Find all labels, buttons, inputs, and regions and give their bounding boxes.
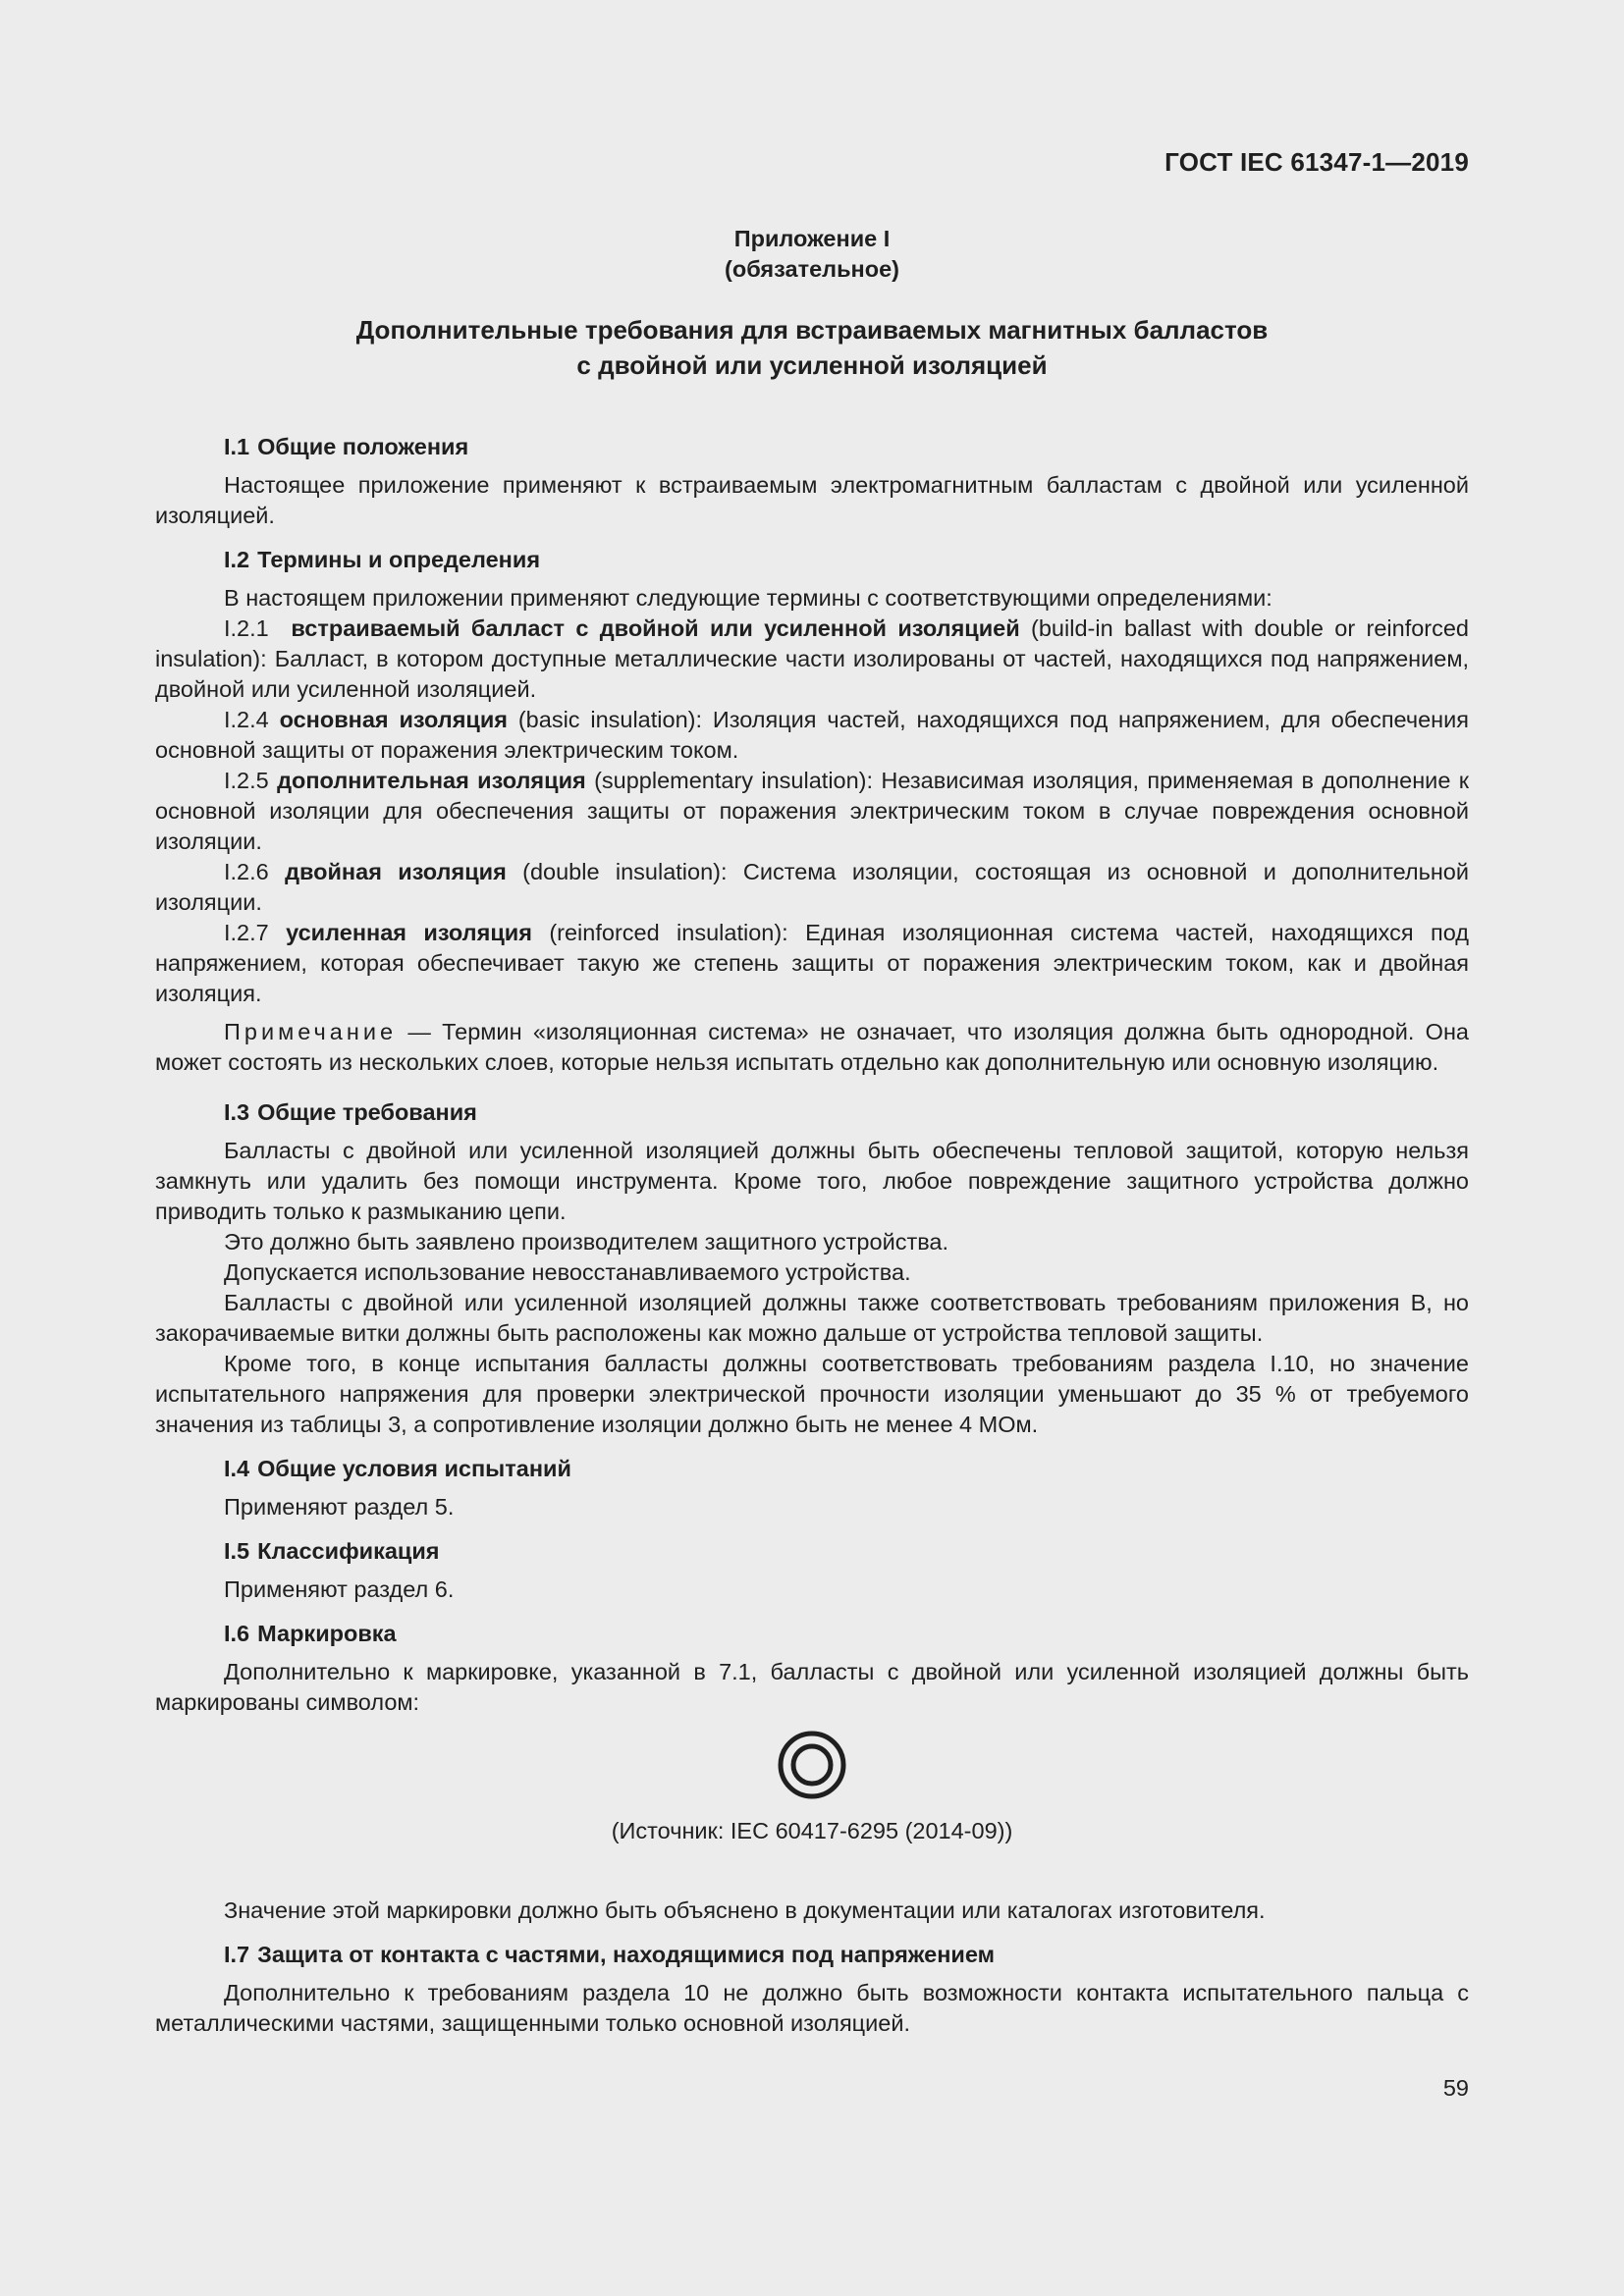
section-number: I.2 <box>224 547 250 572</box>
definition-term: двойная изоляция <box>285 859 507 884</box>
definition-number: I.2.7 <box>224 920 269 945</box>
paragraph: Это должно быть заявлено производителем защитного устройства. <box>224 1229 949 1255</box>
definition-text: (basic insulation): Изоляция частей, находящихся под напряжением, для обеспечения основной защиты от поражения электрическим током. <box>155 707 1469 763</box>
section-number: I.6 <box>224 1621 250 1646</box>
definition-number: I.2.5 <box>224 768 269 793</box>
paragraph: Дополнительно к маркировке, указанной в 7.1, балласты с двойной или усиленной изоляцией должны быть маркированы символом: <box>155 1659 1469 1715</box>
definition-number: I.2.6 <box>224 859 269 884</box>
section-heading-i7 <box>155 1940 1469 1970</box>
note <box>155 1017 1469 1078</box>
definition-text: (build-in ballast with double or reinforced insulation): Балласт, в котором доступные металлические части изолированы от частей, находящихся под напряжением, двойной или усиленной изоляцией. <box>155 615 1470 702</box>
annex-title-line-2: с двойной или усиленной изоляцией <box>576 350 1048 380</box>
symbol-source: (Источник: IEC 60417-6295 (2014-09)) <box>611 1818 1013 1843</box>
definition-text: (double insulation): Система изоляции, состоящая из основной и дополнительной изоляции. <box>155 859 1470 915</box>
section-number: I.1 <box>224 434 250 459</box>
section-number: I.5 <box>224 1538 250 1564</box>
section-title: Общие положения <box>257 434 469 459</box>
definition-item <box>155 766 1469 857</box>
note-text: — Термин «изоляционная система» не означает, что изоляция должна быть однородной. Она может состоять из нескольких слоев, которые нельзя испытать отдельно как дополнительную или основную изоляцию. <box>155 1019 1469 1075</box>
section-number: I.3 <box>224 1099 250 1125</box>
double-insulation-symbol-icon <box>777 1730 847 1800</box>
paragraph: В настоящем приложении применяют следующие термины с соответствующими определениями: <box>224 585 1272 611</box>
paragraph: Применяют раздел 5. <box>224 1494 455 1520</box>
section-number: I.4 <box>224 1456 250 1481</box>
section-heading-i1 <box>155 432 1469 462</box>
definition-number: I.2.4 <box>224 707 269 732</box>
annex-title-line-1: Дополнительные требования для встраиваемых магнитных балластов <box>355 315 1269 345</box>
paragraph: Балласты с двойной или усиленной изоляцией должны также соответствовать требованиям приложения B, но закорачиваемые витки должны быть расположены как можно дальше от устройства тепловой защиты. <box>155 1290 1469 1346</box>
section-title: Термины и определения <box>257 547 541 572</box>
paragraph: Настоящее приложение применяют к встраиваемым электромагнитным балластам с двойной или усиленной изоляцией. <box>155 472 1469 528</box>
definition-term: дополнительная изоляция <box>277 768 586 793</box>
section-title: Защита от контакта с частями, находящимися под напряжением <box>257 1942 996 1967</box>
note-label: Примечание <box>224 1019 398 1044</box>
definition-text: (supplementary insulation): Независимая изоляция, применяемая в дополнение к основной изоляции для обеспечения защиты от поражения электрическим током в случае повреждения основной изоляции. <box>155 768 1470 854</box>
section-title: Общие требования <box>257 1099 477 1125</box>
section-title: Маркировка <box>257 1621 397 1646</box>
definition-term: усиленная изоляция <box>286 920 532 945</box>
page-content <box>155 224 1469 2039</box>
definition-number: I.2.1 <box>224 615 269 641</box>
annex-label: Приложение I <box>733 226 891 251</box>
section-number: I.7 <box>224 1942 250 1967</box>
paragraph: Допускается использование невосстанавливаемого устройства. <box>224 1259 911 1285</box>
definition-term: основная изоляция <box>279 707 509 732</box>
section-heading-i5 <box>155 1536 1469 1567</box>
definition-item <box>155 705 1469 766</box>
definition-item <box>155 857 1469 918</box>
annex-heading <box>155 224 1469 285</box>
document-code: ГОСТ IEC 61347-1—2019 <box>1164 147 1469 177</box>
paragraph: Применяют раздел 6. <box>224 1576 455 1602</box>
paragraph: Значение этой маркировки должно быть объяснено в документации или каталогах изготовителя. <box>224 1897 1266 1923</box>
section-heading-i2 <box>155 545 1469 575</box>
section-heading-i4 <box>155 1454 1469 1484</box>
section-title: Общие условия испытаний <box>257 1456 571 1481</box>
paragraph: Балласты с двойной или усиленной изоляцией должны быть обеспечены тепловой защитой, которую нельзя замкнуть или удалить без помощи инструмента. Кроме того, любое повреждение защитного устройства должно приводить только к размыканию цепи. <box>155 1138 1469 1224</box>
paragraph: Кроме того, в конце испытания балласты должны соответствовать требованиям раздела I.10, но значение испытательного напряжения для проверки электрической прочности изоляции уменьшают до 35 % от требуемого значения из таблицы 3, а сопротивление изоляции должно быть не менее 4 МОм. <box>155 1351 1469 1437</box>
annex-title <box>155 312 1469 383</box>
page-number: 59 <box>1442 2075 1469 2101</box>
paragraph: Дополнительно к требованиям раздела 10 не должно быть возможности контакта испытательного пальца с металлическими частями, защищенными только основной изоляцией. <box>155 1980 1469 2036</box>
section-heading-i6 <box>155 1619 1469 1649</box>
annex-status: (обязательное) <box>725 256 899 282</box>
definition-item <box>155 918 1469 1009</box>
definition-text: (reinforced insulation): Единая изоляционная система частей, находящихся под напряжением, которая обеспечивает такую же степень защиты от поражения электрическим током, как и двойная изоляция. <box>155 920 1469 1006</box>
section-title: Классификация <box>257 1538 440 1564</box>
section-heading-i3 <box>155 1097 1469 1128</box>
definition-item <box>155 614 1469 705</box>
definition-term: встраиваемый балласт с двойной или усиленной изоляцией <box>291 615 1020 641</box>
